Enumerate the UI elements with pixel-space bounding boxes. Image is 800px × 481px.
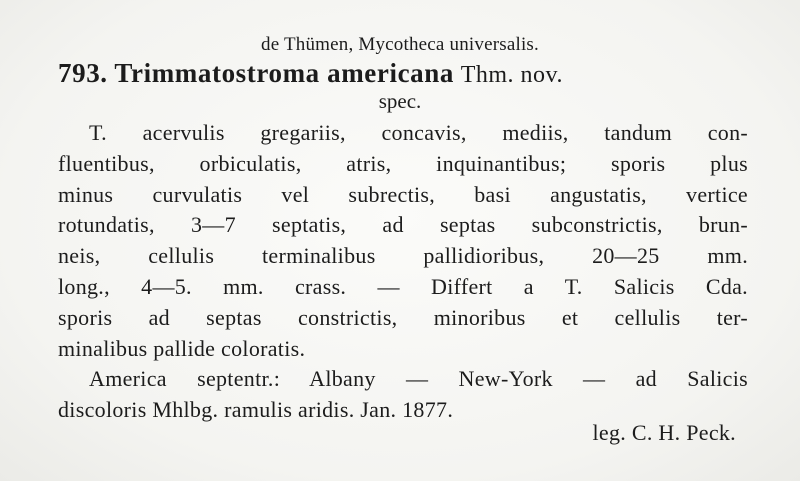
locality-line: discoloris Mhlbg. ramulis aridis. Jan. 1877. xyxy=(58,397,454,422)
species-title xyxy=(58,58,758,89)
collector: leg. C. H. Peck. xyxy=(592,420,736,445)
description-line: minus curvulatis vel subrectis, basi angustatis, vertice xyxy=(58,182,748,207)
locality-line: America septentr.: Albany — New-York — ad Salicis xyxy=(89,366,748,391)
species-name: Trimmatostroma americana xyxy=(114,58,454,88)
species-spec: spec. xyxy=(378,89,422,113)
description-line: minalibus pallide coloratis. xyxy=(58,336,306,361)
description-line: rotundatis, 3—7 septatis, ad septas subconstrictis, brun- xyxy=(58,212,748,237)
series-header: de Thümen, Mycotheca universalis. xyxy=(261,34,539,55)
exsiccata-number: 793. xyxy=(58,58,108,88)
description-line: fluentibus, orbiculatis, atris, inquinantibus; sporis plus xyxy=(58,151,748,176)
species-authority: Thm. nov. xyxy=(460,62,563,88)
description-line: neis, cellulis terminalibus pallidioribus, 20—25 mm. xyxy=(58,243,748,268)
description-line: T. acervulis gregariis, concavis, mediis, tandum con- xyxy=(89,120,748,145)
description-line: sporis ad septas constrictis, minoribus et cellulis ter- xyxy=(58,305,748,330)
description-line: long., 4—5. mm. crass. — Differt a T. Salicis Cda. xyxy=(58,274,748,299)
